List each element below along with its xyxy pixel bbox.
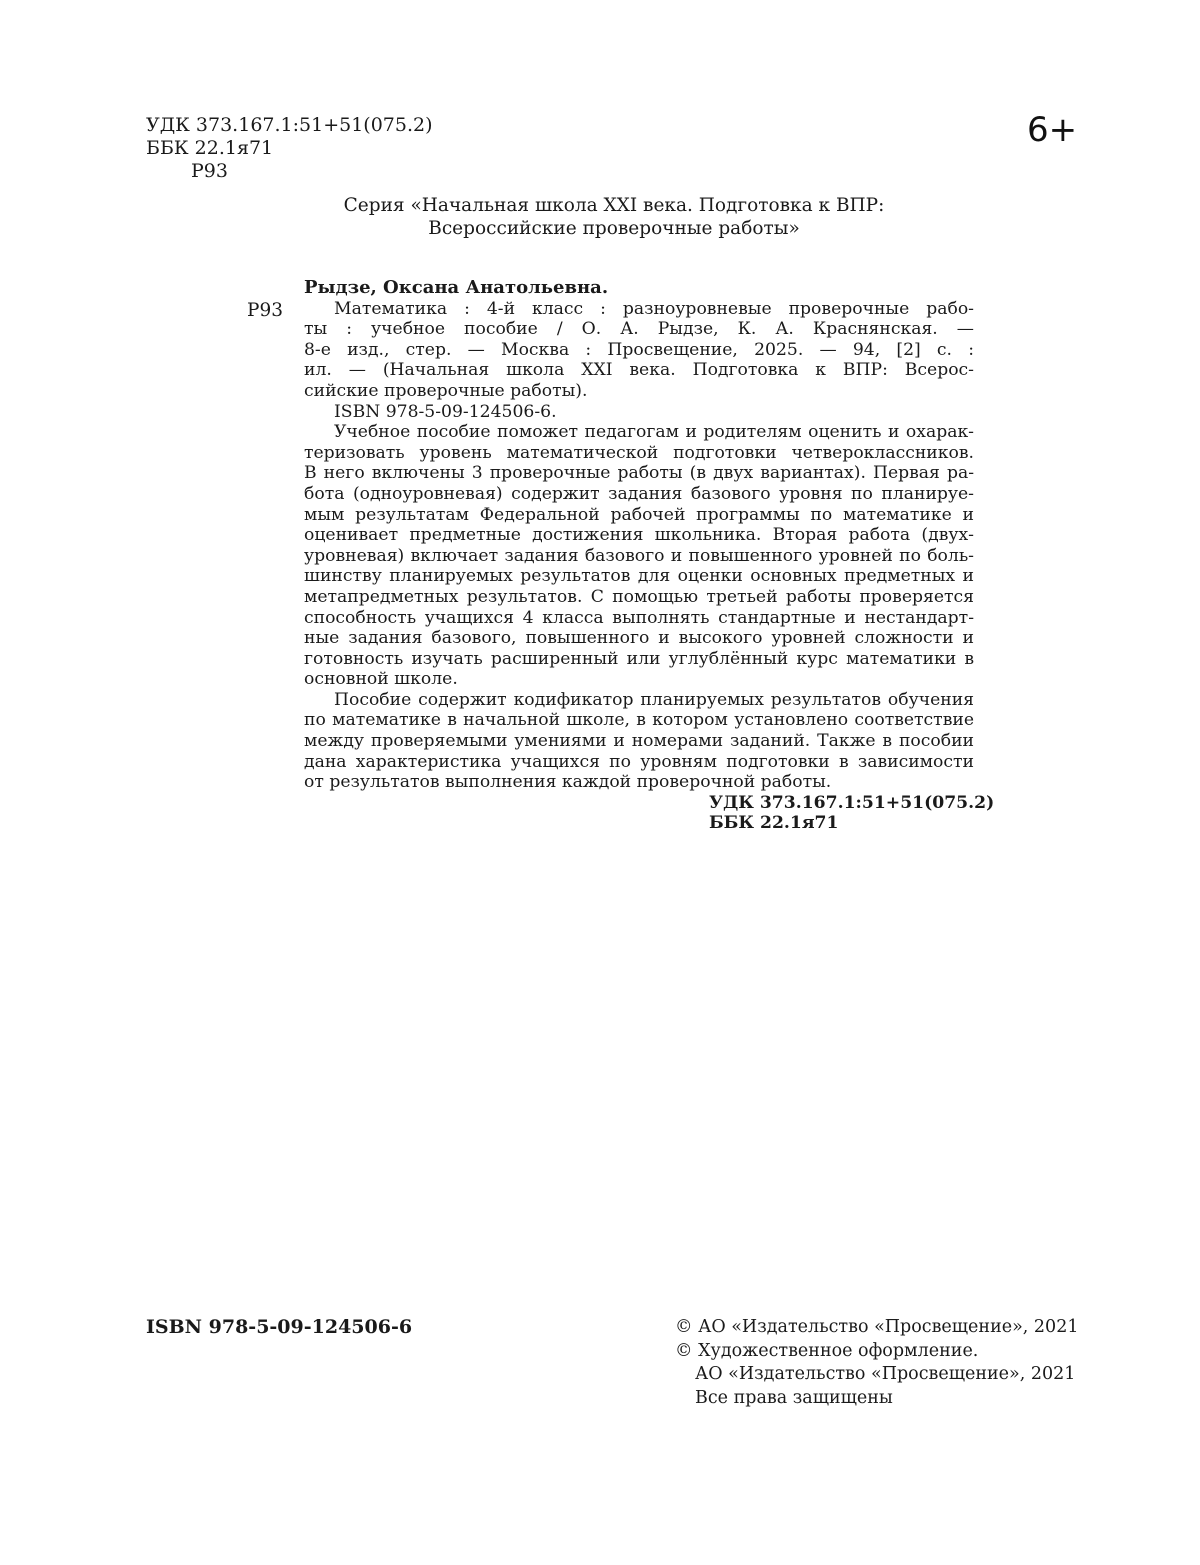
copyright-line: © Художественное оформление.	[675, 1340, 979, 1361]
record-bbk: ББК 22.1я71	[709, 813, 839, 834]
annotation-line: уровневая) включает задания базового и повышенного уровней по боль-	[304, 545, 974, 566]
annotation-line: метапредметных результатов. С помощью третьей работы проверяется	[304, 586, 974, 607]
annotation-line: Пособие содержит кодификатор планируемых результатов обучения	[334, 689, 974, 710]
annotation-line: готовность изучать расширенный или углублённый курс математики в	[304, 648, 974, 669]
copyright-line: АО «Издательство «Просвещение», 2021	[695, 1364, 1076, 1384]
record-desc-line: Математика : 4-й класс : разноуровневые проверочные рабо-	[334, 298, 974, 319]
record-author: Рыдзе, Оксана Анатольевна.	[304, 277, 609, 298]
annotation-line: от результатов выполнения каждой проверочной работы.	[304, 772, 832, 793]
record-udk: УДК 373.167.1:51+51(075.2)	[709, 792, 995, 813]
record-desc-line: ты : учебное пособие / О. А. Рыдзе, К. А. Краснянская. —	[304, 319, 974, 340]
record-desc-line: 8-е изд., стер. — Москва : Просвещение, 2025. — 94, [2] с. :	[304, 339, 974, 360]
annotation-line: В него включены 3 проверочные работы (в двух вариантах). Первая ра-	[304, 463, 974, 484]
record-desc-line: ил. — (Начальная школа XXI века. Подготовка к ВПР: Всерос-	[304, 360, 974, 381]
copyright-line: © АО «Издательство «Просвещение», 2021	[675, 1317, 1079, 1337]
copyright-block	[675, 1316, 1078, 1410]
udk-code: УДК 373.167.1:51+51(075.2)	[146, 114, 433, 136]
annotation-line: ные задания базового, повышенного и высокого уровней сложности и	[304, 628, 974, 649]
annotation-line: оценивает предметные достижения школьника. Вторая работа (двух-	[304, 525, 974, 546]
annotation-line: мым результатам Федеральной рабочей программы по математике и	[304, 504, 974, 525]
annotation-line: бота (одноуровневая) содержит задания базового уровня по планируе-	[304, 483, 974, 504]
footer-isbn: ISBN 978-5-09-124506-6	[146, 1316, 413, 1338]
series-line-2: Всероссийские проверочные работы»	[428, 218, 800, 239]
series-title	[304, 194, 924, 240]
catalog-code: Р93	[247, 300, 283, 321]
classification-block	[146, 114, 433, 183]
annotation-line: Учебное пособие поможет педагогам и родителям оценить и охарак-	[334, 422, 974, 443]
age-rating: 6+	[1027, 110, 1078, 150]
annotation-line: основной школе.	[304, 669, 458, 690]
annotation-line: по математике в начальной школе, в котором установлено соответствие	[304, 710, 974, 731]
annotation-line: теризовать уровень математической подготовки четвероклассников.	[304, 442, 974, 463]
bbk-code: ББК 22.1я71	[146, 137, 274, 159]
record-isbn: ISBN 978-5-09-124506-6.	[334, 401, 557, 422]
copyright-line: Все права защищены	[695, 1387, 893, 1408]
annotation-line: между проверяемыми умениями и номерами заданий. Также в пособии	[304, 731, 974, 752]
bibliographic-record	[304, 277, 995, 834]
annotation-line: шинству планируемых результатов для оценки основных предметных и	[304, 566, 974, 587]
series-line-1: Серия «Начальная школа XXI века. Подготовка к ВПР:	[343, 195, 885, 216]
annotation-line: способность учащихся 4 класса выполнять стандартные и нестандарт-	[304, 607, 974, 628]
annotation-line: дана характеристика учащихся по уровням подготовки в зависимости	[304, 751, 974, 772]
author-mark: Р93	[191, 160, 228, 182]
record-desc-line: сийские проверочные работы).	[304, 380, 588, 401]
